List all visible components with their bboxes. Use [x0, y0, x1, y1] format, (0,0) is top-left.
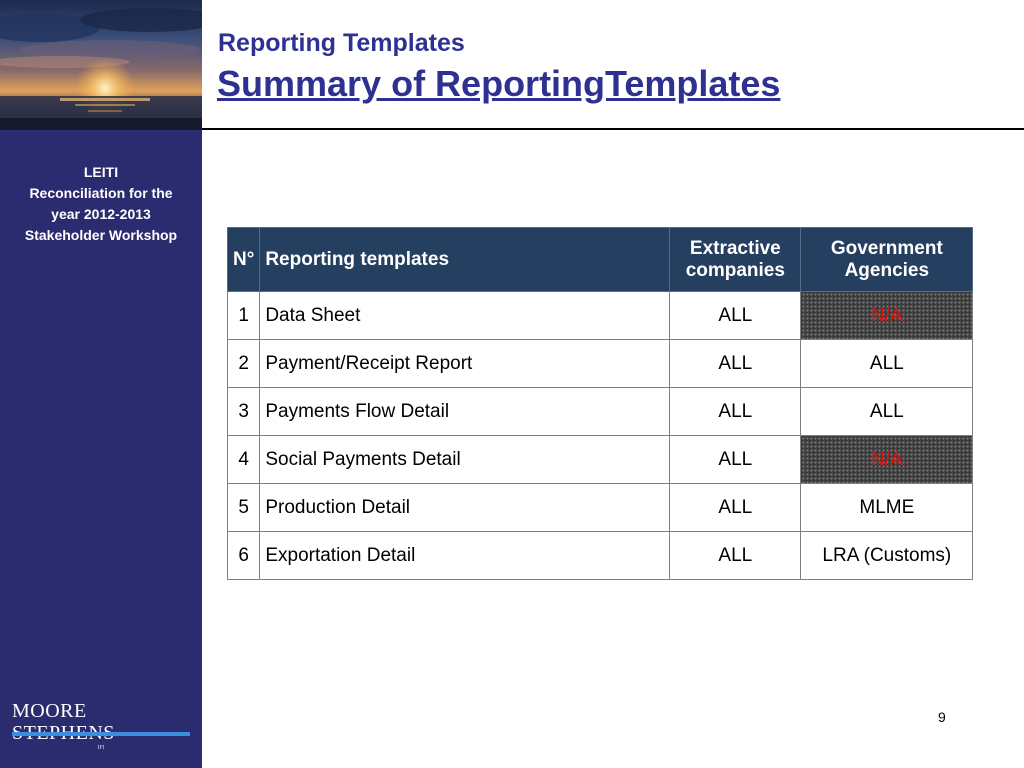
page-number: 9 [938, 709, 946, 725]
sidebar [0, 0, 202, 768]
sunset-photo [0, 0, 202, 130]
cell-extractive: ALL [670, 436, 801, 484]
sunset-image-icon [0, 0, 202, 130]
logo-text: MOORE [12, 700, 87, 722]
header-government-line2: Agencies [844, 259, 930, 281]
caption-line-reconciliation: Reconciliation for the [29, 185, 173, 201]
table-row [228, 340, 973, 388]
sidebar-caption [0, 162, 202, 246]
cell-extractive: ALL [670, 292, 801, 340]
cell-n: 6 [228, 532, 260, 580]
header-government-line1: Government [830, 237, 943, 259]
cell-extractive: ALL [670, 532, 801, 580]
cell-template-name: Social Payments Detail [260, 436, 670, 484]
caption-line-workshop: Stakeholder Workshop [24, 227, 178, 243]
cell-template-name: Payments Flow Detail [260, 388, 670, 436]
table-row [228, 292, 973, 340]
header-government-agencies [801, 228, 973, 292]
table-header-row [228, 228, 973, 292]
cell-government: ALL [801, 340, 973, 388]
cell-extractive: ALL [670, 388, 801, 436]
table-row [228, 532, 973, 580]
cell-government-na: N/A [801, 292, 973, 340]
cell-template-name: Payment/Receipt Report [260, 340, 670, 388]
cell-n: 4 [228, 436, 260, 484]
table-row [228, 436, 973, 484]
cell-extractive: ALL [670, 340, 801, 388]
header-extractive-line2: companies [685, 259, 785, 281]
cell-template-name: Exportation Detail [260, 532, 670, 580]
logo-sub: IFI [97, 745, 105, 751]
cell-n: 3 [228, 388, 260, 436]
header-extractive-line1: Extractive [689, 237, 781, 259]
cell-n: 2 [228, 340, 260, 388]
cell-template-name: Data Sheet [260, 292, 670, 340]
cell-n: 1 [228, 292, 260, 340]
logo-underline [12, 732, 190, 736]
cell-n: 5 [228, 484, 260, 532]
cell-government: MLME [801, 484, 973, 532]
page-subtitle: Summary of ReportingTemplates [217, 63, 781, 104]
cell-template-name: Production Detail [260, 484, 670, 532]
cell-extractive: ALL [670, 484, 801, 532]
templates-table-wrapper [227, 227, 973, 580]
table-row [228, 484, 973, 532]
templates-table [227, 227, 973, 580]
header-reporting-templates: Reporting templates [260, 228, 670, 292]
cell-government: LRA (Customs) [801, 532, 973, 580]
caption-line-leiti: LEITI [83, 164, 119, 180]
header-divider [202, 128, 1024, 130]
cell-government: ALL [801, 388, 973, 436]
moore-stephens-logo [12, 700, 192, 752]
header-extractive-companies [670, 228, 801, 292]
table-row [228, 388, 973, 436]
page-title: Reporting Templates [218, 29, 465, 57]
caption-line-year: year 2012-2013 [51, 206, 151, 222]
header-n: N° [228, 228, 260, 292]
cell-government-na: N/A [801, 436, 973, 484]
